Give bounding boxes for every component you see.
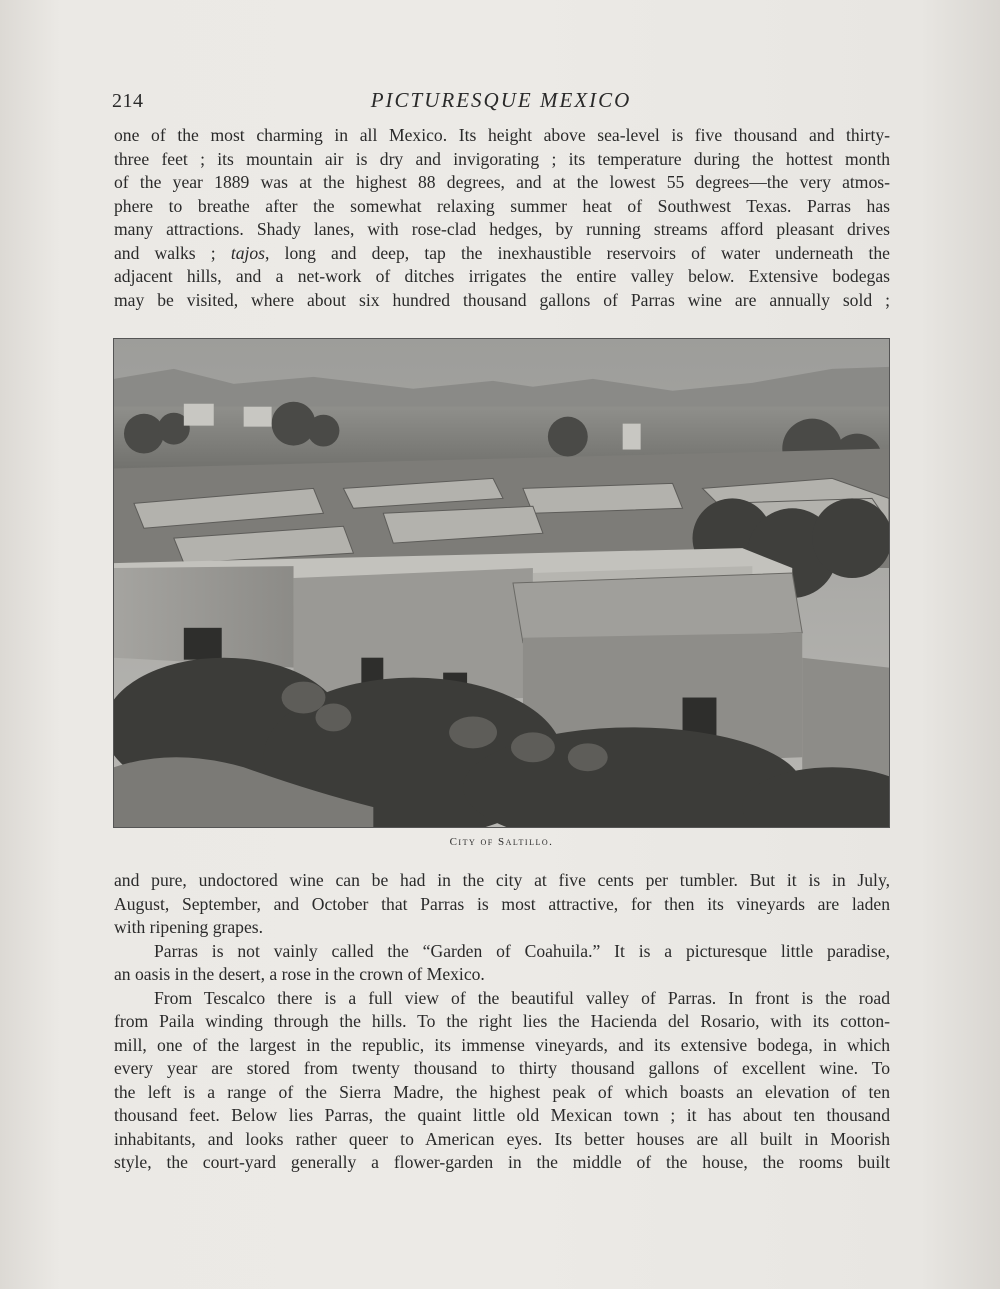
top-text-block <box>114 124 890 312</box>
continued-paragraph <box>114 124 890 312</box>
text-line: every year are stored from twenty thousand to thirty thousand gallons of excellent wine. To <box>114 1058 890 1078</box>
text-line: thousand feet. Below lies Parras, the quaint little old Mexican town ; it has about ten thousand <box>114 1105 890 1125</box>
text-line: inhabitants, and looks rather queer to American eyes. Its better houses are all built in Moorish <box>114 1128 890 1149</box>
text-line: From Tescalco there is a full view of the beautiful valley of Parras. In front is the road <box>154 987 890 1008</box>
text-line: Parras is not vainly called the “Garden of Coahuila.” It is a picturesque little paradise, <box>154 940 890 961</box>
paragraph-continuation <box>114 869 890 940</box>
page-number: 214 <box>112 90 144 112</box>
text-line: may be visited, where about six hundred thousand gallons of Parras wine are annually sold ; <box>114 289 890 310</box>
paragraph-tescalco <box>114 987 890 1175</box>
photo-illustration <box>114 339 889 827</box>
text-line: an oasis in the desert, a rose in the crown of Mexico. <box>114 964 485 984</box>
text-line: one of the most charming in all Mexico. Its height above sea-level is five thousand and thirty- <box>114 125 890 145</box>
text-line: phere to breathe after the somewhat relaxing summer heat of Southwest Texas. Parras has <box>114 195 890 216</box>
text-line: three feet ; its mountain air is dry and invigorating ; its temperature during the hottest month <box>114 148 890 169</box>
text-line: adjacent hills, and a net-work of ditches irrigates the entire valley below. Extensive bodegas <box>114 266 890 286</box>
text-line: with ripening grapes. <box>114 917 264 937</box>
text-line: mill, one of the largest in the republic, its immense vineyards, and its extensive bodega, in which <box>114 1034 890 1055</box>
text-line: and walks ; tajos, long and deep, tap the inexhaustible reservoirs of water underneath the <box>114 242 890 263</box>
text-line: style, the court-yard generally a flower-garden in the middle of the house, the rooms built <box>114 1152 890 1172</box>
paragraph-garden-of-coahuila <box>114 940 890 987</box>
text-line: of the year 1889 was at the highest 88 degrees, and at the lowest 55 degrees—the very atmos- <box>114 172 890 192</box>
italic-term: tajos <box>230 242 266 263</box>
city-photograph <box>113 338 890 828</box>
text-line: many attractions. Shady lanes, with rose-clad hedges, by running streams afford pleasant drives <box>114 219 890 239</box>
running-title: PICTURESQUE MEXICO <box>370 88 632 112</box>
bottom-text-block <box>114 869 890 1175</box>
text-line: and pure, undoctored wine can be had in the city at five cents per tumbler. But it is in July, <box>114 870 890 890</box>
page-header <box>112 88 890 118</box>
text-line: from Paila winding through the hills. To the right lies the Hacienda del Rosario, with its cotton- <box>114 1011 890 1031</box>
text-line: the left is a range of the Sierra Madre, the highest peak of which boasts an elevation of ten <box>114 1081 890 1102</box>
text-line: August, September, and October that Parras is most attractive, for then its vineyards are laden <box>114 893 890 914</box>
figure-caption: City of Saltillo. <box>449 836 554 848</box>
